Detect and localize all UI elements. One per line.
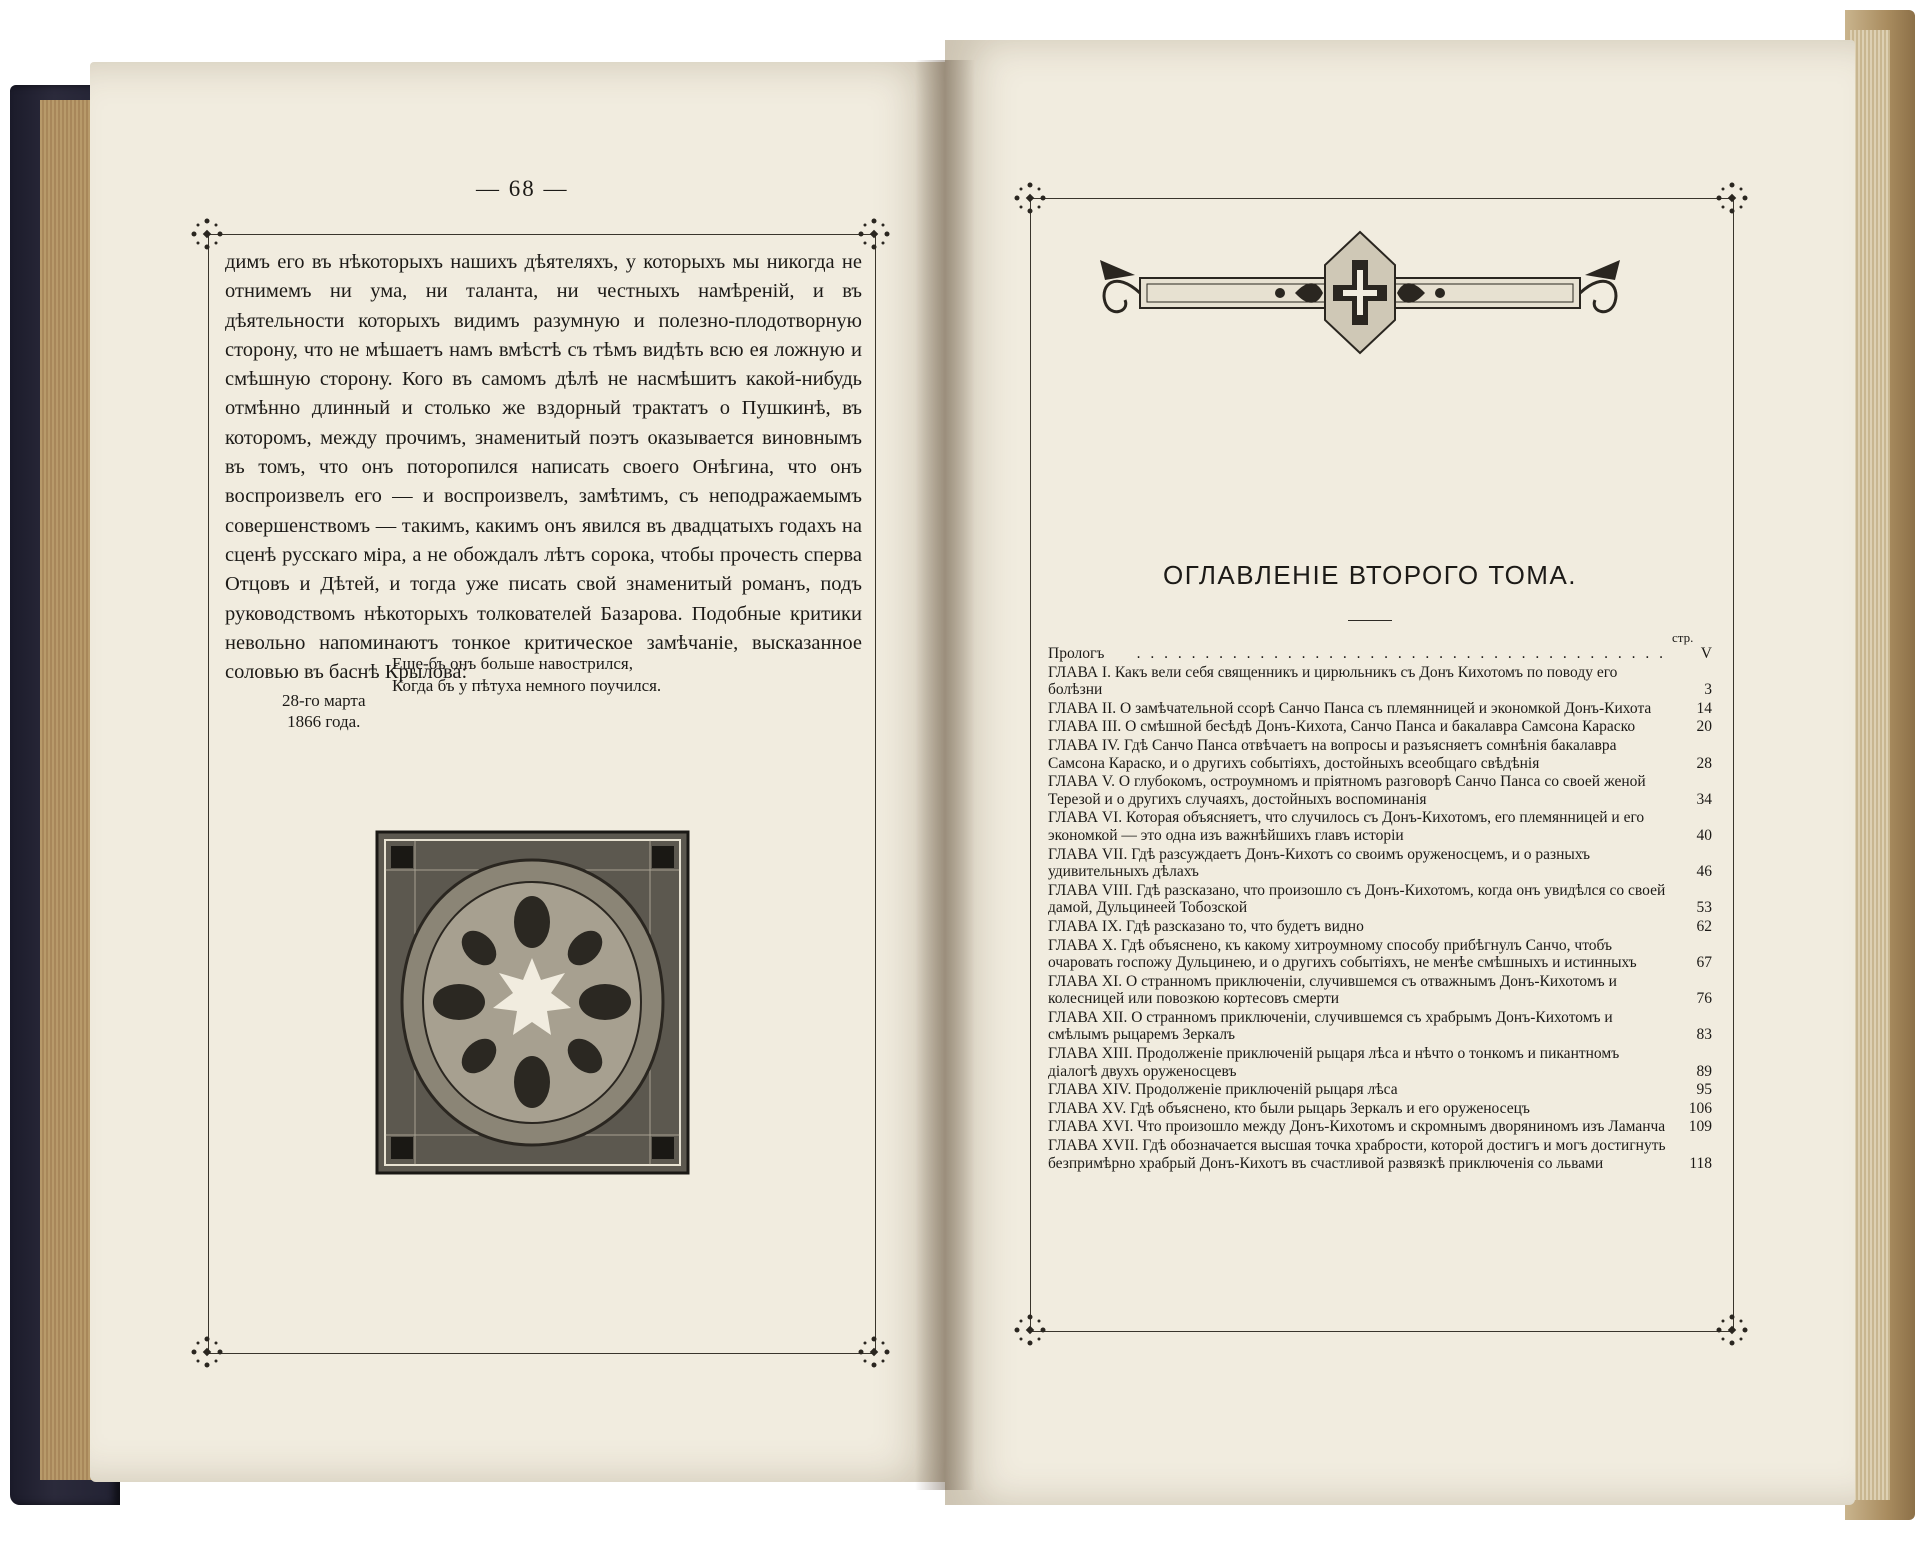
toc-entry [1048,1137,1712,1172]
corner-ornament-icon [1715,181,1749,215]
toc-entry-page: 67 [1696,954,1712,972]
table-of-contents [1048,645,1712,1173]
verse-quote [392,653,661,697]
toc-entry-page: 95 [1696,1081,1712,1099]
corner-ornament-icon [857,217,891,251]
ornamental-tailpiece-icon [375,830,690,1175]
body-paragraph [225,248,862,687]
toc-entry-title: ГЛАВА III. О смѣшной бесѣдѣ Донъ-Кихота, Санчо Панса и бакалавра Самсона Караско [1048,718,1636,736]
toc-entry-page: 83 [1696,1026,1712,1044]
toc-entry [1048,846,1712,881]
toc-entry [1048,645,1712,663]
corner-ornament-icon [1013,1313,1047,1347]
toc-entry [1048,718,1712,736]
toc-entry-title: Прологъ [1048,645,1105,662]
toc-entry [1048,1100,1712,1118]
corner-ornament-icon [190,217,224,251]
toc-entry-page: 40 [1696,826,1712,844]
toc-entry-page: 106 [1688,1099,1712,1117]
date-line: 28-го марта [282,691,366,710]
verse-line: Когда бъ у пѣтуха немного поучился. [392,676,662,695]
date-line: 1866 года. [287,712,361,731]
toc-entry [1048,700,1712,718]
dot-leader: . . . . . . . . . . . . . . . . . . . . . . . . . . . . . . . . . . . . . . . [1136,645,1666,662]
book-gutter [915,60,975,1490]
toc-entry-page: 53 [1696,899,1712,917]
toc-entry-title: ГЛАВА XVII. Гдѣ обозначается высшая точка храбрости, которой достигъ и могъ достигнуть безпримѣрно храбрый Донъ-Кихотъ въ счастливой развязкѣ приключенія со львами [1048,1137,1666,1172]
toc-entry-title: ГЛАВА VII. Гдѣ разсуждаетъ Донъ-Кихотъ со своимъ оруженосцемъ, и о разныхъ удивительныхъ дѣлахъ [1048,845,1591,881]
toc-entry [1048,918,1712,936]
corner-ornament-icon [1715,1313,1749,1347]
toc-entry [1048,1118,1712,1136]
toc-entry-page: 34 [1696,790,1712,808]
toc-entry-title: ГЛАВА XIV. Продолженіе приключеній рыцаря лѣса [1048,1081,1398,1099]
corner-ornament-icon [857,1335,891,1369]
toc-entry [1048,737,1712,772]
corner-ornament-icon [190,1335,224,1369]
headpiece-ornament-icon [1095,230,1625,355]
toc-entry-title: ГЛАВА V. О глубокомъ, остроумномъ и пріятномъ разговорѣ Санчо Панса со своей женой Терезой и о другихъ случаяхъ, достойныхъ воспоминанія [1048,773,1646,808]
toc-entry-title: ГЛАВА II. О замѣчательной ссорѣ Санчо Панса съ племянницей и экономкой Донъ-Кихота [1048,699,1652,717]
toc-entry-title: ГЛАВА XI. О странномъ приключеніи, случившемся съ отважнымъ Донъ-Кихотомъ и колесницей или повозкою кортесовъ смерти [1048,972,1617,1008]
toc-entry-page: 118 [1689,1154,1712,1172]
toc-entry-title: ГЛАВА VIII. Гдѣ разсказано, что произошло съ Донъ-Кихотомъ, когда онъ увидѣлся со своей дамой, Дульцинеей Тобозской [1048,881,1666,917]
signature-date [282,690,366,732]
verse-line: Еще-бъ онъ больше навострился, [392,654,633,673]
toc-title: ОГЛАВЛЕНІЕ ВТОРОГО ТОМА. [1162,560,1578,590]
toc-entry [1048,664,1712,699]
toc-entry-page: 62 [1696,917,1712,935]
toc-entry-page: V [1700,645,1712,662]
toc-entry-title: ГЛАВА XVI. Что произошло между Донъ-Кихотомъ и скромнымъ дворяниномъ изъ Ламанча [1048,1118,1666,1136]
toc-entry-page: 89 [1696,1062,1712,1080]
toc-entry-title: ГЛАВА X. Гдѣ объяснено, къ какому хитроумному способу прибѣгнулъ Санчо, чтобъ очаровать госпожу Дульцинею, и о другихъ событіяхъ, не менѣе смѣшныхъ и истинныхъ [1048,936,1637,972]
toc-entry-page: 46 [1696,863,1712,881]
toc-entry-page: 76 [1696,990,1712,1008]
toc-entry-page: 109 [1688,1118,1712,1136]
toc-entry-title: ГЛАВА XIII. Продолженіе приключеній рыцаря лѣса и нѣчто о тонкомъ и пикантномъ діалогѣ двухъ оруженосцевъ [1048,1045,1620,1080]
toc-entry [1048,882,1712,917]
toc-entry [1048,1009,1712,1044]
toc-entry-page: 3 [1704,681,1712,699]
paragraph-text: димъ его въ нѣкоторыхъ нашихъ дѣятеляхъ, у которыхъ мы никогда не отнимемъ ни ума, ни таланта, ни честныхъ намѣреній, и въ дѣятельности которыхъ видимъ разумную и полезно-плодотворную сторону, что не мѣшаетъ намъ вмѣстѣ съ тѣмъ видѣть всю ея ложную и смѣшную сторону. Кого въ самомъ дѣлѣ не насмѣшитъ какой-нибудь отмѣнно длинный и столько же вздорный трактатъ о Пушкинѣ, въ которомъ, между прочимъ, знаменитый поэтъ оказывается виновнымъ въ томъ, что онъ поторопился написать своего Онѣгина, что онъ воспроизвелъ его — и воспроизвелъ, замѣтимъ, съ неподражаемымъ совершенствомъ — такимъ, какимъ онъ явился въ двадцатыхъ годахъ на сценѣ русскаго міра, а не обождалъ лѣтъ сорока, чтобы прочесть сперва Отцовъ и Дѣтей, и тогда уже писать свой знаменитый романъ, подъ руководствомъ нѣкоторыхъ толкователей Базарова. Подобные критики невольно напоминаютъ тонкое критическое замѣчаніе, высказанное соловью въ баснѣ Крылова: [225,251,862,684]
page-edges-right [1850,30,1890,1500]
toc-entry [1048,973,1712,1008]
toc-entry [1048,1045,1712,1080]
toc-entry-page: 20 [1696,718,1712,736]
corner-ornament-icon [1013,181,1047,215]
toc-entry [1048,773,1712,808]
toc-entry-title: ГЛАВА XV. Гдѣ объяснено, кто были рыцарь Зеркалъ и его оруженосецъ [1048,1099,1530,1117]
page-number: — 68 — [476,176,569,201]
toc-entry-title: ГЛАВА VI. Которая объясняетъ, что случилось съ Донъ-Кихотомъ, его племянницей и его экономкой — это одна изъ важнѣйшихъ главъ исторіи [1048,809,1645,844]
page-column-label: стр. [1672,630,1694,645]
toc-entry-page: 14 [1696,699,1712,717]
toc-entry-title: ГЛАВА IX. Гдѣ разсказано то, что будетъ видно [1048,917,1364,935]
toc-entry-title: ГЛАВА IV. Гдѣ Санчо Панса отвѣчаетъ на вопросы и разъясняетъ сомнѣнія бакалавра Самсона Караско, и о другихъ событіяхъ, достойныхъ всеобщаго свѣдѣнія [1048,736,1617,772]
toc-entry-page: 28 [1696,754,1712,772]
toc-entry-title: ГЛАВА XII. О странномъ приключеніи, случившемся съ храбрымъ Донъ-Кихотомъ и смѣлымъ рыцаремъ Зеркалъ [1048,1008,1613,1044]
toc-entry [1048,1081,1712,1099]
title-divider [1348,620,1392,621]
toc-entry [1048,937,1712,972]
toc-entry-title: ГЛАВА I. Какъ вели себя священникъ и цирюльникъ съ Донъ Кихотомъ по поводу его болѣзни [1048,663,1618,699]
toc-entry [1048,809,1712,844]
